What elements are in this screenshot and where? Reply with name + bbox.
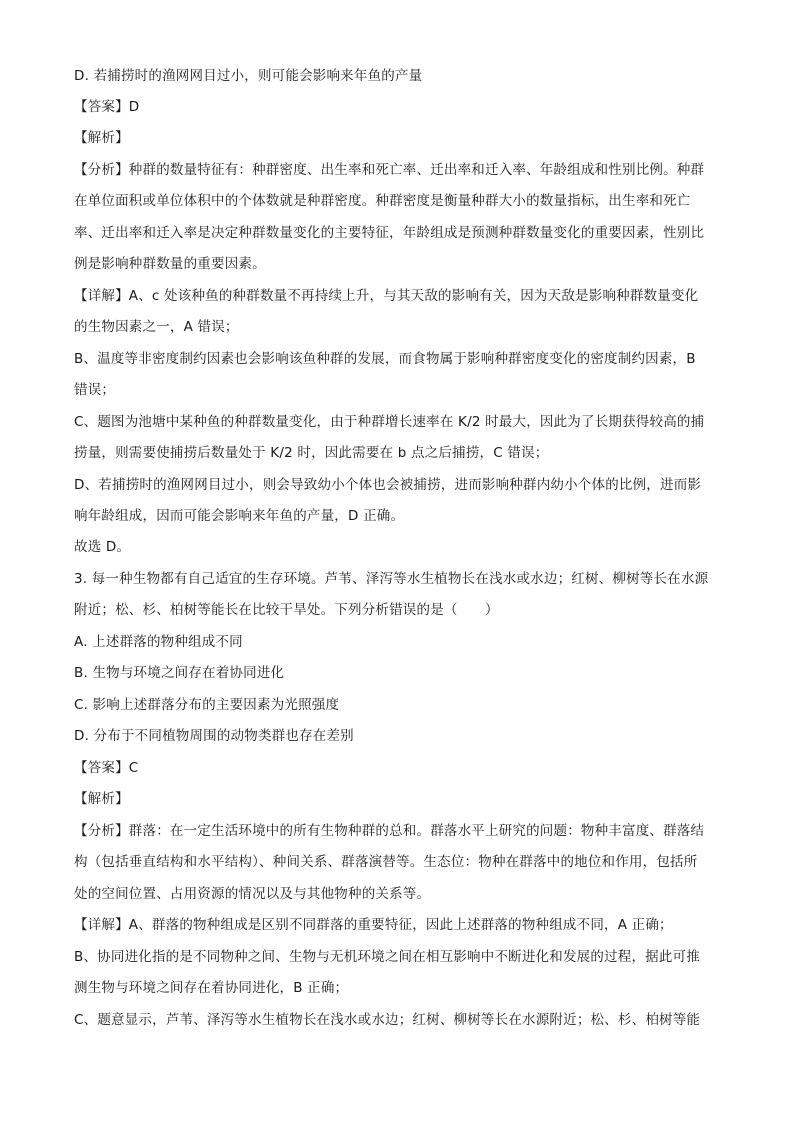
detail-paragraph-line: 【详解】A、c 处该种鱼的种群数量不再持续上升，与其天敌的影响有关，因为天敌是影响种群数量变化: [74, 288, 699, 304]
analysis-paragraph-line: 处的空间位置、占用资源的情况以及与其他物种的关系等。: [74, 886, 431, 902]
option-d-previous: D. 若捕捞时的渔网网目过小，则可能会影响来年鱼的产量: [74, 68, 423, 84]
option-d: D. 分布于不同植物周围的动物类群也存在差别: [74, 728, 354, 744]
detail-paragraph-line: 的生物因素之一，A 错误；: [74, 319, 239, 335]
analysis-paragraph-line: 在单位面积或单位体积中的个体数就是种群密度。种群密度是衡量种群大小的数量指标，出生率和死亡: [74, 193, 691, 209]
detail-paragraph-line: 捞量，则需要使捕捞后数量处于 K/2 时，因此需要在 b 点之后捕捞，C 错误；: [74, 445, 549, 461]
analysis-paragraph-line: 【分析】种群的数量特征有：种群密度、出生率和死亡率、迁出率和迁入率、年龄组成和性别比例。种群: [74, 162, 705, 178]
question-3-stem: 附近；松、杉、柏树等能长在比较干旱处。下列分析错误的是（ ）: [74, 602, 499, 618]
question-3-stem: 3. 每一种生物都有自己适宜的生存环境。芦苇、泽泻等水生植物长在浅水或水边；红树、柳树等长在水源: [74, 571, 709, 587]
explanation-heading: 【解析】: [74, 130, 129, 146]
detail-paragraph-line: D、若捕捞时的渔网网目过小，则会导致幼小个体也会被捕捞，进而影响种群内幼小个体的比例，进而影: [74, 477, 702, 493]
option-c: C. 影响上述群落分布的主要因素为光照强度: [74, 697, 340, 713]
option-a: A. 上述群落的物种组成不同: [74, 634, 243, 650]
answer-label: 【答案】C: [74, 760, 139, 776]
analysis-paragraph-line: 例是影响种群数量的重要因素。: [74, 256, 266, 272]
option-b: B. 生物与环境之间存在着协同进化: [74, 665, 285, 681]
explanation-heading: 【解析】: [74, 791, 129, 807]
detail-paragraph-line: 响年龄组成，因而可能会影响来年鱼的产量，D 正确。: [74, 508, 405, 524]
detail-paragraph-line: B、协同进化指的是不同物种之间、生物与无机环境之间在相互影响中不断进化和发展的过程，据此可推: [74, 949, 700, 965]
conclusion-line: 故选 D。: [74, 539, 131, 555]
detail-paragraph-line: B、温度等非密度制约因素也会影响该鱼种群的发展，而食物属于影响种群密度变化的密度制约因素，B: [74, 351, 696, 367]
detail-paragraph-line: C、题图为池塘中某种鱼的种群数量变化，由于种群增长速率在 K/2 时最大，因此为了长期获得较高的捕: [74, 414, 705, 430]
detail-paragraph-line: C、题意显示，芦苇、泽泻等水生植物长在浅水或水边；红树、柳树等长在水源附近；松、杉、柏树等能: [74, 1012, 701, 1028]
answer-label: 【答案】D: [74, 99, 140, 115]
detail-paragraph-line: 测生物与环境之间存在着协同进化，B 正确；: [74, 980, 349, 996]
detail-paragraph-line: 错误；: [74, 382, 116, 398]
analysis-paragraph-line: 构（包括垂直结构和水平结构）、种间关系、群落演替等。生态位：物种在群落中的地位和作用，包括所: [74, 854, 698, 870]
analysis-paragraph-line: 【分析】群落：在一定生活环境中的所有生物种群的总和。群落水平上研究的问题：物种丰富度、群落结: [74, 823, 705, 839]
analysis-paragraph-line: 率、迁出率和迁入率是决定种群数量变化的主要特征，年龄组成是预测种群数量变化的重要因素，性别比: [74, 225, 705, 241]
detail-paragraph-line: 【详解】A、群落的物种组成是区别不同群落的重要特征，因此上述群落的物种组成不同，A 正确；: [74, 917, 673, 933]
